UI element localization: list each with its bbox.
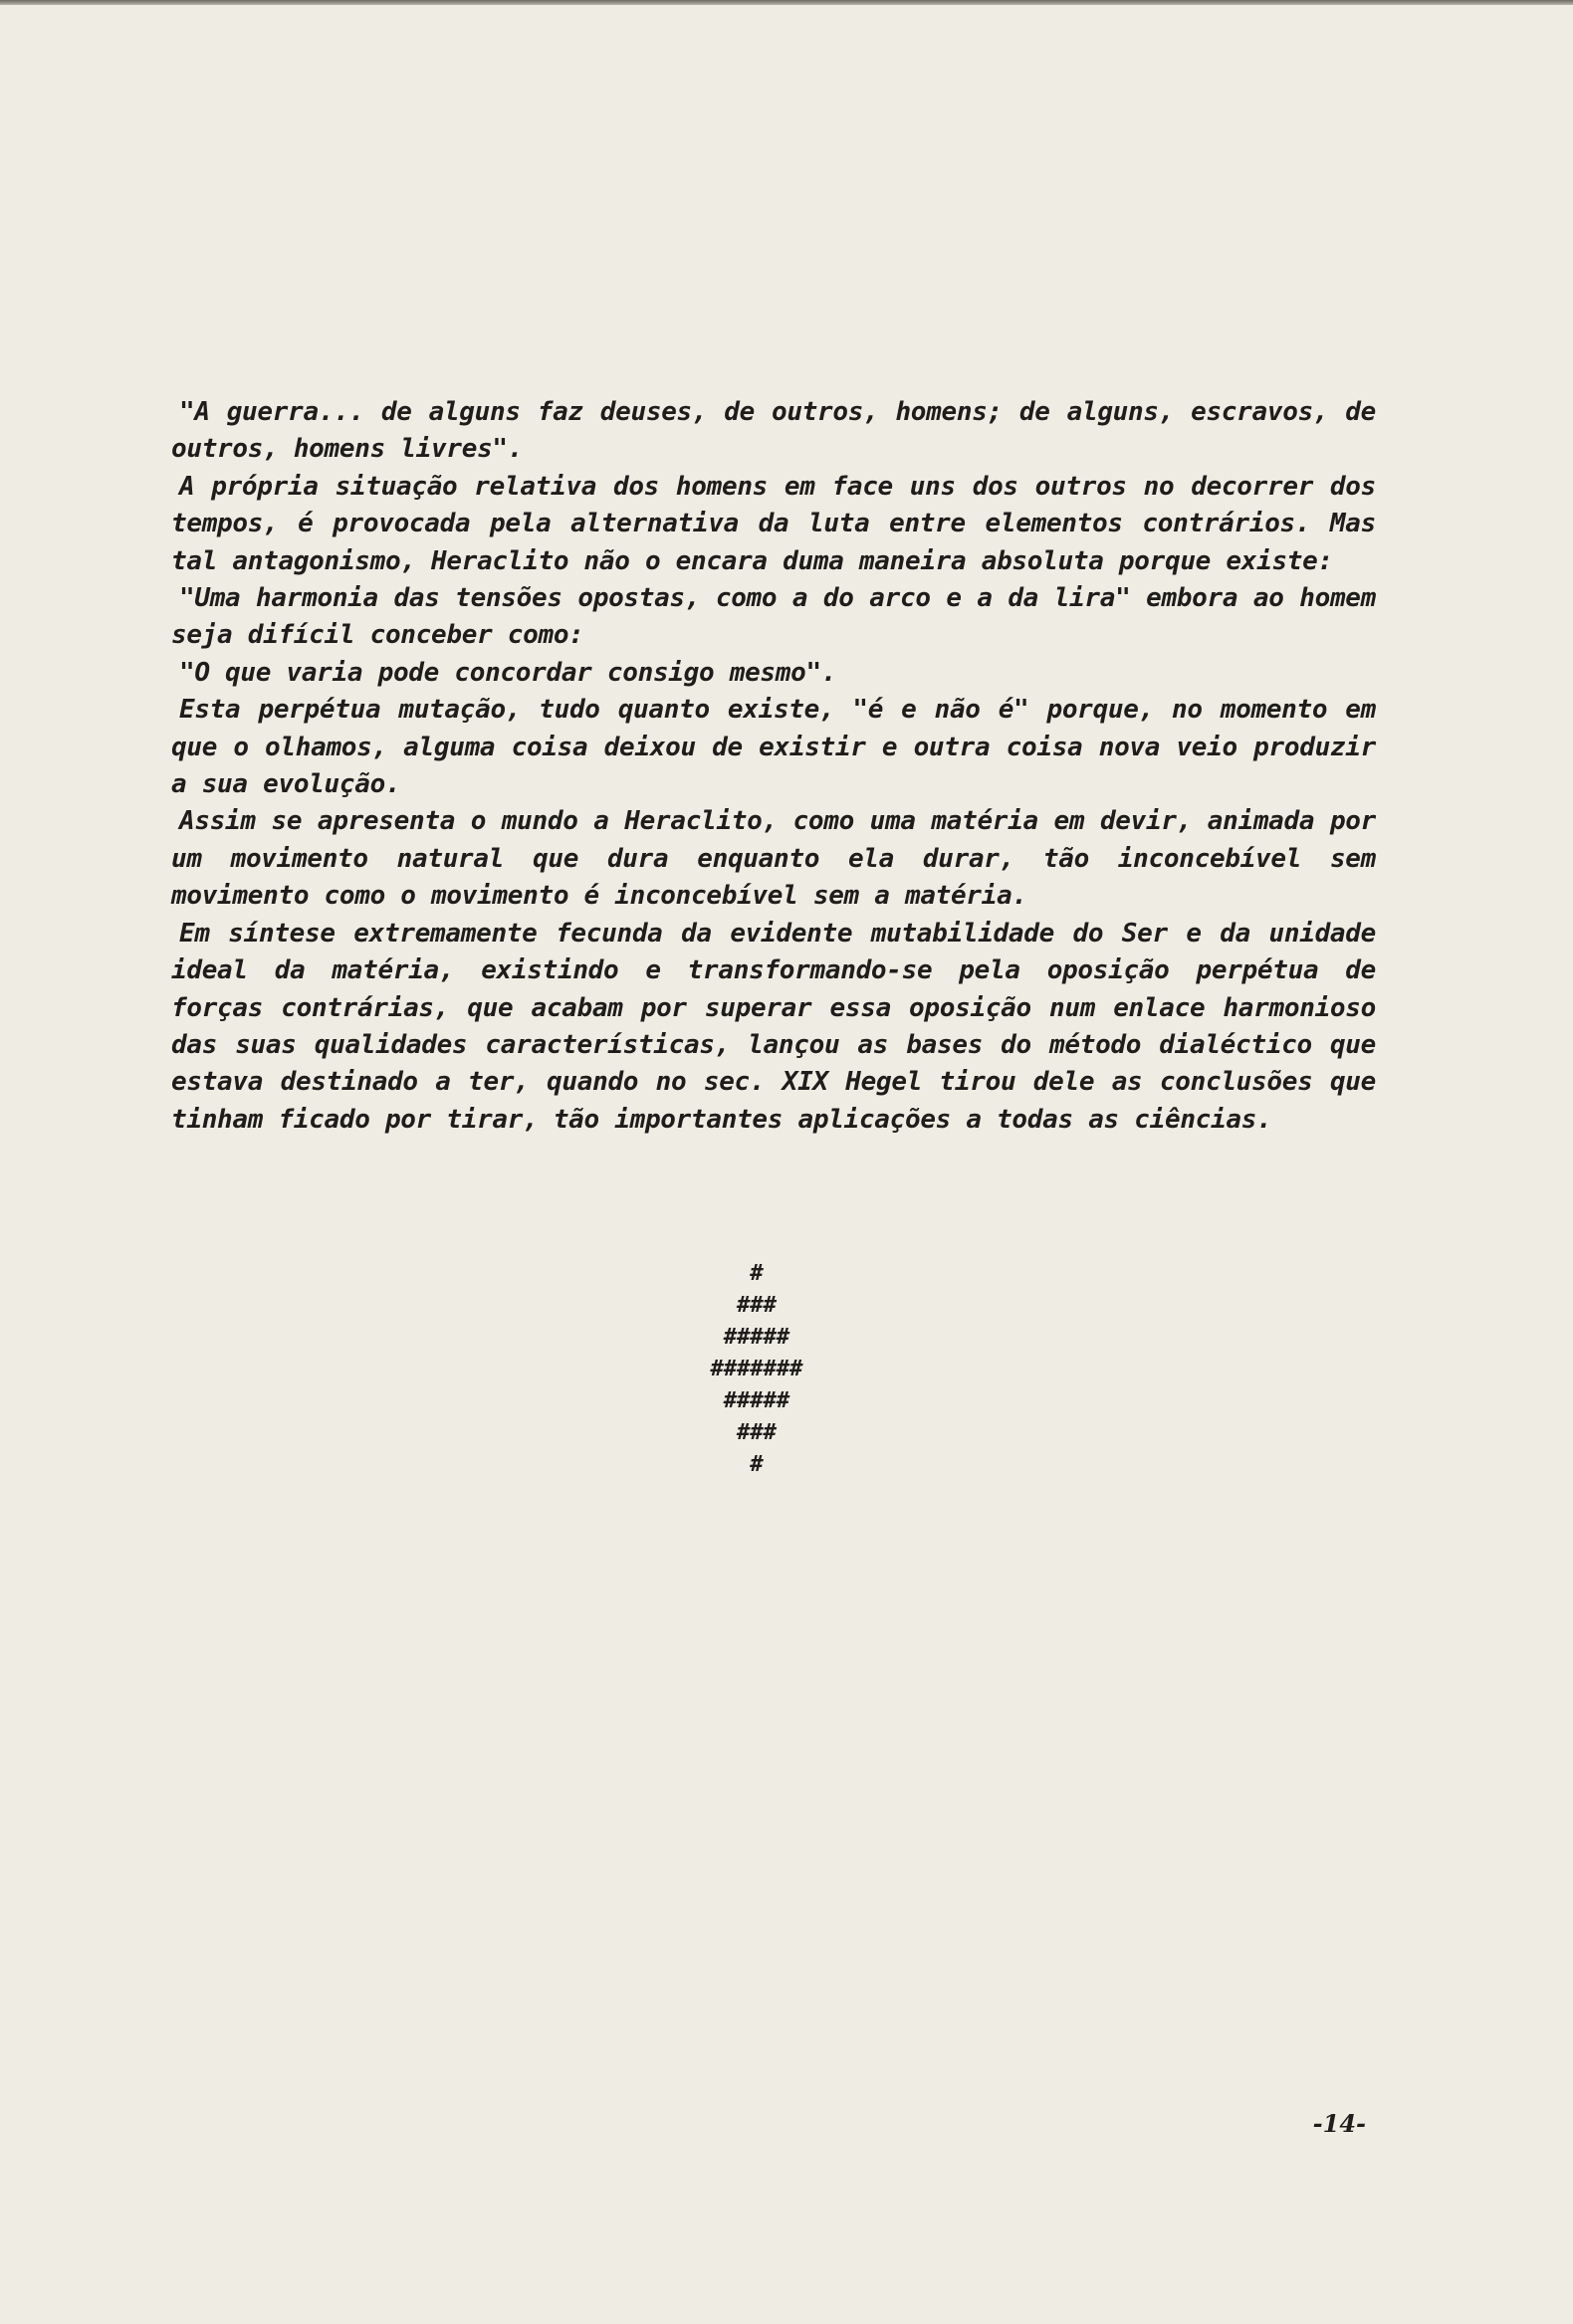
ornament-row: ### <box>737 1420 777 1445</box>
ornament-row: ##### <box>723 1325 790 1350</box>
paragraph-3: "Uma harmonia das tensões opostas, como a do arco e a da lira" embora ao homem seja difícil conceber como: <box>171 583 1376 651</box>
ornament-row: ####### <box>710 1357 803 1381</box>
page-number: -14- <box>1312 2109 1366 2138</box>
paragraph-5: Esta perpétua mutação, tudo quanto existe, "é e não é" porque, no momento em que o olhamos, alguma coisa deixou de existir e outra coisa nova veio produzir a sua evolução. <box>171 695 1376 800</box>
ornament-row: # <box>750 1261 764 1286</box>
paragraph-2: A própria situação relativa dos homens em face uns dos outros no decorrer dos tempos, é provocada pela alternativa da luta entre elementos contrários. Mas tal antagonismo, Heraclito não o encara duma maneira absoluta porque existe: <box>171 471 1376 576</box>
paragraph-1: "A guerra... de alguns faz deuses, de outros, homens; de alguns, escravos, de outros, homens livres". <box>171 397 1376 465</box>
paragraph-7: Em síntese extremamente fecunda da evidente mutabilidade do Ser e da unidade ideal da matéria, existindo e transformando-se pela oposição perpétua de forças contrárias, que acabam por superar essa oposição num enlace harmonioso das suas qualidades características, lançou as bases do método dialéctico que estava destinado a ter, quando no sec. XIX Hegel tirou dele as conclusões que tinham ficado por tirar, tão importantes aplicações a todas as ciências. <box>171 918 1376 1135</box>
paragraph-4: "O que varia pode concordar consigo mesmo". <box>179 657 837 688</box>
ornament-row: ##### <box>723 1388 790 1413</box>
hash-ornament <box>687 1258 826 1481</box>
ornament-row: ### <box>737 1293 777 1318</box>
page-top-edge <box>0 0 1573 5</box>
paragraph-6: Assim se apresenta o mundo a Heraclito, como uma matéria em devir, animada por um movimento natural que dura enquanto ela durar, tão inconcebível sem movimento como o movimento é inconcebível sem a matéria. <box>171 806 1376 912</box>
ornament-row: # <box>750 1452 764 1477</box>
body-text <box>171 394 1376 1139</box>
